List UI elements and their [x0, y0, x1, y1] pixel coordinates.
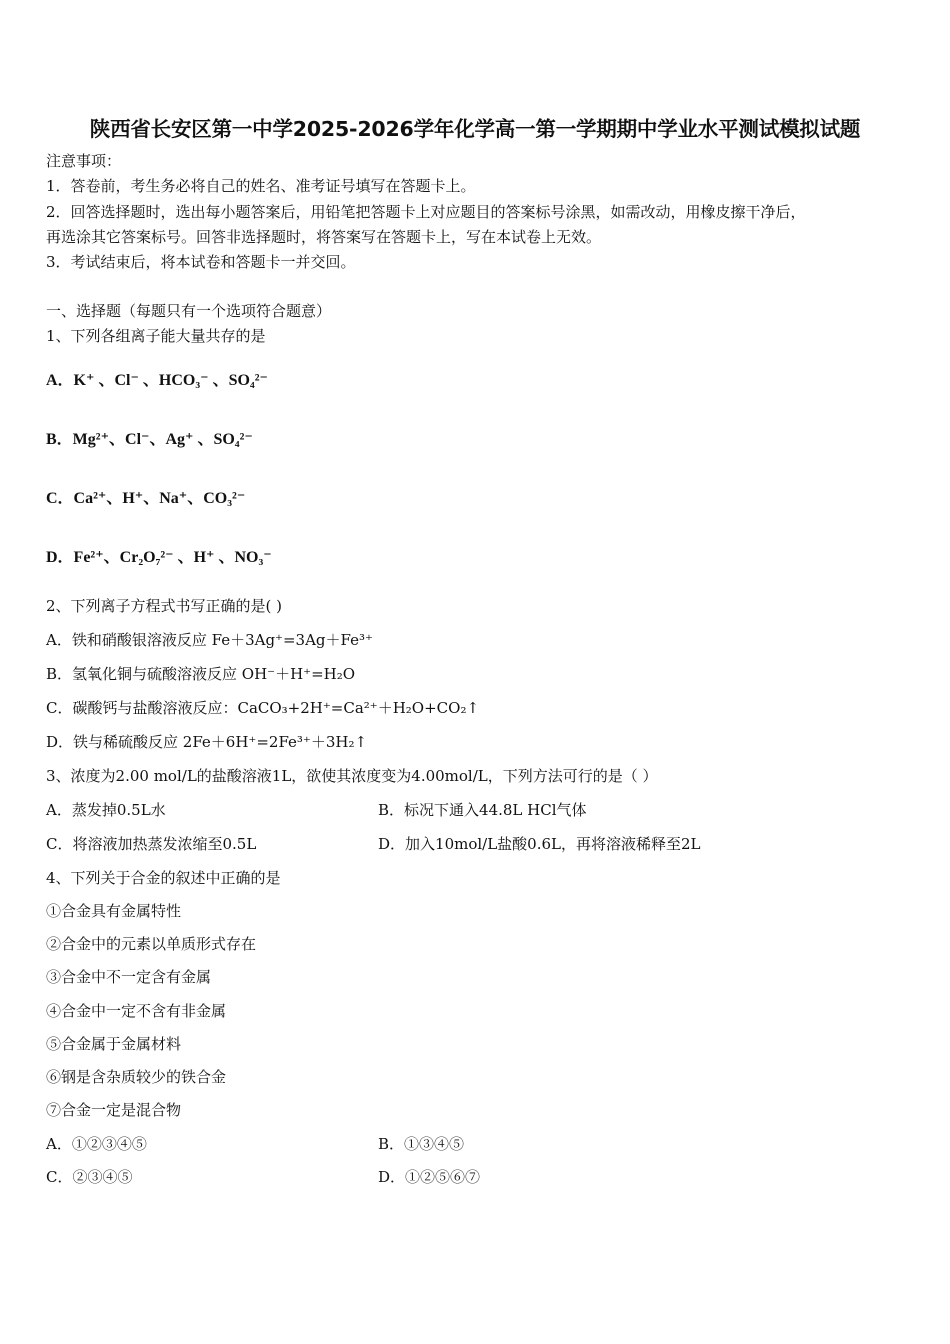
page-title: 陕西省长安区第一中学2025-2026学年化学高一第一学期期中学业水平测试模拟试题 [89, 117, 861, 141]
q1-option-b: B．Mg²⁺、Cl⁻、Ag⁺ 、SO₄²⁻ [46, 431, 253, 448]
notice-item-3: 3．考试结束后，将本试卷和答题卡一并交回。 [46, 253, 356, 271]
q4-statement-5: ⑤合金属于金属材料 [46, 1035, 182, 1053]
q4-statement-1: ①合金具有金属特性 [46, 902, 182, 920]
q4-option-d: D．①②⑤⑥⑦ [378, 1168, 481, 1186]
notice-item-2b: 再选涂其它答案标号。回答非选择题时，将答案写在答题卡上，写在本试卷上无效。 [46, 228, 602, 246]
q4-statement-2: ②合金中的元素以单质形式存在 [46, 935, 257, 953]
q4-statement-7: ⑦合金一定是混合物 [46, 1101, 182, 1119]
section-heading: 一、选择题（每题只有一个选项符合题意） [46, 302, 332, 320]
q4-option-c: C．②③④⑤ [46, 1168, 133, 1186]
q4-stem: 4、下列关于合金的叙述中正确的是 [46, 869, 281, 887]
q3-option-a: A．蒸发掉0.5L水 [46, 801, 166, 819]
q2-option-d: D．铁与稀硫酸反应 2Fe＋6H⁺=2Fe³⁺＋3H₂↑ [46, 733, 368, 751]
q3-option-d: D．加入10mol/L盐酸0.6L，再将溶液稀释至2L [378, 835, 701, 853]
q3-option-b: B．标况下通入44.8L HCl气体 [378, 801, 587, 819]
notice-item-2a: 2．回答选择题时，选出每小题答案后，用铅笔把答题卡上对应题目的答案标号涂黑，如需改动，用橡皮擦干净后， [46, 203, 806, 221]
q3-stem: 3、浓度为2.00 mol/L的盐酸溶液1L，欲使其浓度变为4.00mol/L，下列方法可行的是（ ） [46, 767, 658, 785]
q4-statement-3: ③合金中不一定含有金属 [46, 968, 212, 986]
q2-option-b: B．氢氧化铜与硫酸溶液反应 OH⁻＋H⁺=H₂O [46, 665, 356, 683]
q2-option-a: A．铁和硝酸银溶液反应 Fe＋3Ag⁺=3Ag＋Fe³⁺ [46, 631, 373, 649]
q3-option-c: C．将溶液加热蒸发浓缩至0.5L [46, 835, 257, 853]
q1-stem: 1、下列各组离子能大量共存的是 [46, 327, 266, 345]
q4-statement-6: ⑥钢是含杂质较少的铁合金 [46, 1068, 227, 1086]
notice-heading: 注意事项： [46, 152, 122, 170]
q4-option-a: A．①②③④⑤ [46, 1135, 147, 1153]
q1-option-a: A．K⁺ 、Cl⁻ 、HCO₃⁻ 、SO₄²⁻ [46, 372, 268, 389]
q1-option-d: D．Fe²⁺、Cr₂O₇²⁻ 、H⁺ 、NO₃⁻ [46, 549, 272, 566]
q1-option-c: C．Ca²⁺、H⁺、Na⁺、CO₃²⁻ [46, 490, 246, 507]
q2-stem: 2、下列离子方程式书写正确的是( ) [46, 597, 283, 615]
q2-option-c: C．碳酸钙与盐酸溶液反应：CaCO₃+2H⁺=Ca²⁺＋H₂O+CO₂↑ [46, 699, 480, 717]
q4-option-b: B．①③④⑤ [378, 1135, 465, 1153]
q4-statement-4: ④合金中一定不含有非金属 [46, 1002, 227, 1020]
notice-item-1: 1．答卷前，考生务必将自己的姓名、准考证号填写在答题卡上。 [46, 177, 476, 195]
